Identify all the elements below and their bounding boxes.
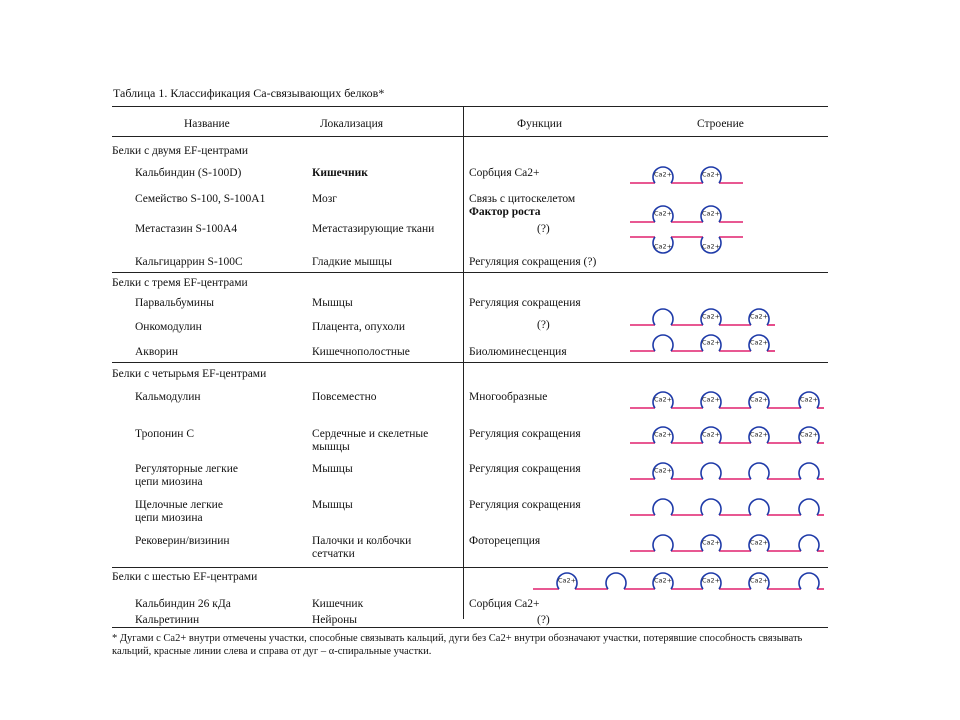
protein-name: Тропонин С	[135, 428, 194, 440]
function: Регуляция сокращения	[469, 428, 581, 440]
localization: Кишечнополостные	[312, 346, 410, 358]
section-title: Белки с шестью EF-центрами	[112, 571, 258, 583]
calcium-ion-label: Ca2+	[653, 576, 673, 585]
localization: Мышцы	[312, 499, 353, 511]
ef-hand-diagram-s100d	[630, 167, 743, 183]
section-title: Белки с четырьмя EF-центрами	[112, 368, 267, 380]
section-title: Белки с двумя EF-центрами	[112, 145, 249, 157]
calcium-ion-label: Ca2+	[653, 242, 673, 251]
localization: Кишечник	[312, 167, 368, 179]
localization: Палочки и колбочки	[312, 535, 412, 547]
ef-hand-loop	[653, 335, 673, 351]
localization: Мышцы	[312, 297, 353, 309]
function-line2: Фактор роста	[469, 206, 541, 218]
calcium-ion-label: Ca2+	[653, 466, 673, 475]
calcium-ion-label: Ca2+	[749, 395, 769, 404]
header-name: Название	[184, 118, 230, 130]
protein-name: Кальбиндин (S-100D)	[135, 167, 242, 179]
localization: Мышцы	[312, 463, 353, 475]
ef-hand-loop	[799, 573, 819, 589]
ef-hand-loop	[606, 573, 626, 589]
function: Многообразные	[469, 391, 548, 403]
localization: Гладкие мышцы	[312, 256, 392, 268]
ef-hand-loop	[653, 535, 673, 551]
header-functions: Функции	[517, 118, 563, 130]
protein-name-line2: цепи миозина	[135, 476, 203, 488]
section-title: Белки с тремя EF-центрами	[112, 277, 248, 289]
calcium-ion-label: Ca2+	[749, 576, 769, 585]
calcium-ion-label: Ca2+	[653, 209, 673, 218]
calcium-ion-label: Ca2+	[701, 170, 721, 179]
localization: Плацента, опухоли	[312, 321, 406, 333]
function: Регуляция сокращения	[469, 463, 581, 475]
calcium-ion-label: Ca2+	[701, 538, 721, 547]
localization: Нейроны	[312, 614, 357, 626]
ef-hand-loop	[799, 499, 819, 515]
ef-hand-diagram-regulatory	[630, 463, 824, 479]
protein-name: Кальмодулин	[135, 391, 201, 403]
header-localization: Локализация	[320, 118, 384, 130]
calcium-ion-label: Ca2+	[701, 576, 721, 585]
calcium-ion-label: Ca2+	[701, 242, 721, 251]
ef-hand-loop	[749, 463, 769, 479]
function-text: Сорбция Са2+	[469, 167, 540, 179]
localization-line2: сетчатки	[312, 548, 355, 560]
protein-name: Кальгицаррин S-100C	[135, 256, 243, 268]
protein-name-line2: цепи миозина	[135, 512, 203, 524]
localization: Сердечные и скелетные	[312, 428, 429, 440]
ef-hand-loop	[701, 499, 721, 515]
function: Связь с цитоскелетом	[469, 193, 576, 205]
ef-hand-loop	[799, 463, 819, 479]
calcium-ion-label: Ca2+	[749, 338, 769, 347]
calcium-ion-label: Ca2+	[653, 170, 673, 179]
ef-hand-diagram-parvalbumin	[630, 309, 775, 325]
localization: Повсеместно	[312, 391, 377, 403]
localization: Мозг	[312, 193, 337, 205]
localization: Кишечник	[312, 598, 364, 610]
ef-hand-diagram-aequorin	[630, 335, 775, 351]
calcium-ion-label: Ca2+	[557, 576, 577, 585]
localization: Метастазирующие ткани	[312, 223, 435, 235]
ef-hand-diagram-essential	[630, 499, 824, 515]
function: Фоторецепция	[469, 535, 541, 547]
calcium-ion-label: Ca2+	[749, 430, 769, 439]
calcium-ion-label: Ca2+	[653, 395, 673, 404]
ef-hand-diagram-troponin	[630, 427, 824, 443]
calcium-ion-label: Ca2+	[749, 312, 769, 321]
ef-hand-loop	[799, 535, 819, 551]
localization-line2: мышцы	[312, 441, 350, 453]
protein-name: Кальретинин	[135, 614, 200, 626]
function: (?)	[537, 614, 550, 626]
calcium-ion-label: Ca2+	[701, 395, 721, 404]
calcium-ion-label: Ca2+	[749, 538, 769, 547]
calcium-ion-label: Ca2+	[701, 209, 721, 218]
protein-name: Акворин	[135, 346, 179, 358]
ef-hand-diagram-calbindin28	[533, 573, 824, 589]
function: (?)	[537, 223, 550, 235]
ef-hand-diagram-s100-pair-top	[630, 206, 743, 222]
protein-name: Щелочные легкие	[135, 499, 223, 511]
function: Биолюминесценция	[469, 346, 567, 358]
table-caption: Таблица 1. Классификация Са-связывающих белков*	[113, 86, 385, 100]
header-structure: Строение	[697, 118, 744, 130]
protein-name: Парвальбумины	[135, 297, 214, 309]
ef-hand-diagram-calmodulin	[630, 392, 824, 408]
ef-hand-diagram-s100-pair-bottom	[630, 237, 743, 253]
function: Сорбция Са2+	[469, 598, 540, 610]
calcium-ion-label: Ca2+	[701, 312, 721, 321]
calcium-ion-label: Ca2+	[653, 430, 673, 439]
function: (?)	[537, 319, 550, 331]
ef-hand-loop	[653, 499, 673, 515]
function: Регуляция сокращения	[469, 297, 581, 309]
protein-name: Онкомодулин	[135, 321, 202, 333]
ef-hand-diagram-recoverin	[630, 535, 824, 551]
calcium-ion-label: Ca2+	[701, 430, 721, 439]
footnote: * Дугами с Са2+ внутри отмечены участки, способные связывать кальций, дуги без Са2+ внутри обозначают участки, потерявшие способность связывать кальций, красные линии слева и справа от дуг – α-спиральные участки.	[112, 633, 803, 657]
calcium-ion-label: Ca2+	[701, 338, 721, 347]
calcium-ion-label: Ca2+	[799, 395, 819, 404]
calcium-ion-label: Ca2+	[799, 430, 819, 439]
ef-hand-loop	[653, 309, 673, 325]
protein-name: Кальбиндин 26 кДа	[135, 598, 231, 610]
function: Регуляция сокращения (?)	[469, 256, 597, 268]
protein-name: Семейство S-100, S-100A1	[135, 193, 266, 205]
ef-hand-loop	[749, 499, 769, 515]
protein-name: Регуляторные легкие	[135, 463, 238, 475]
protein-name: Рековерин/визинин	[135, 535, 230, 547]
ef-hand-loop	[701, 463, 721, 479]
function: Регуляция сокращения	[469, 499, 581, 511]
protein-name: Метастазин S-100A4	[135, 223, 238, 235]
